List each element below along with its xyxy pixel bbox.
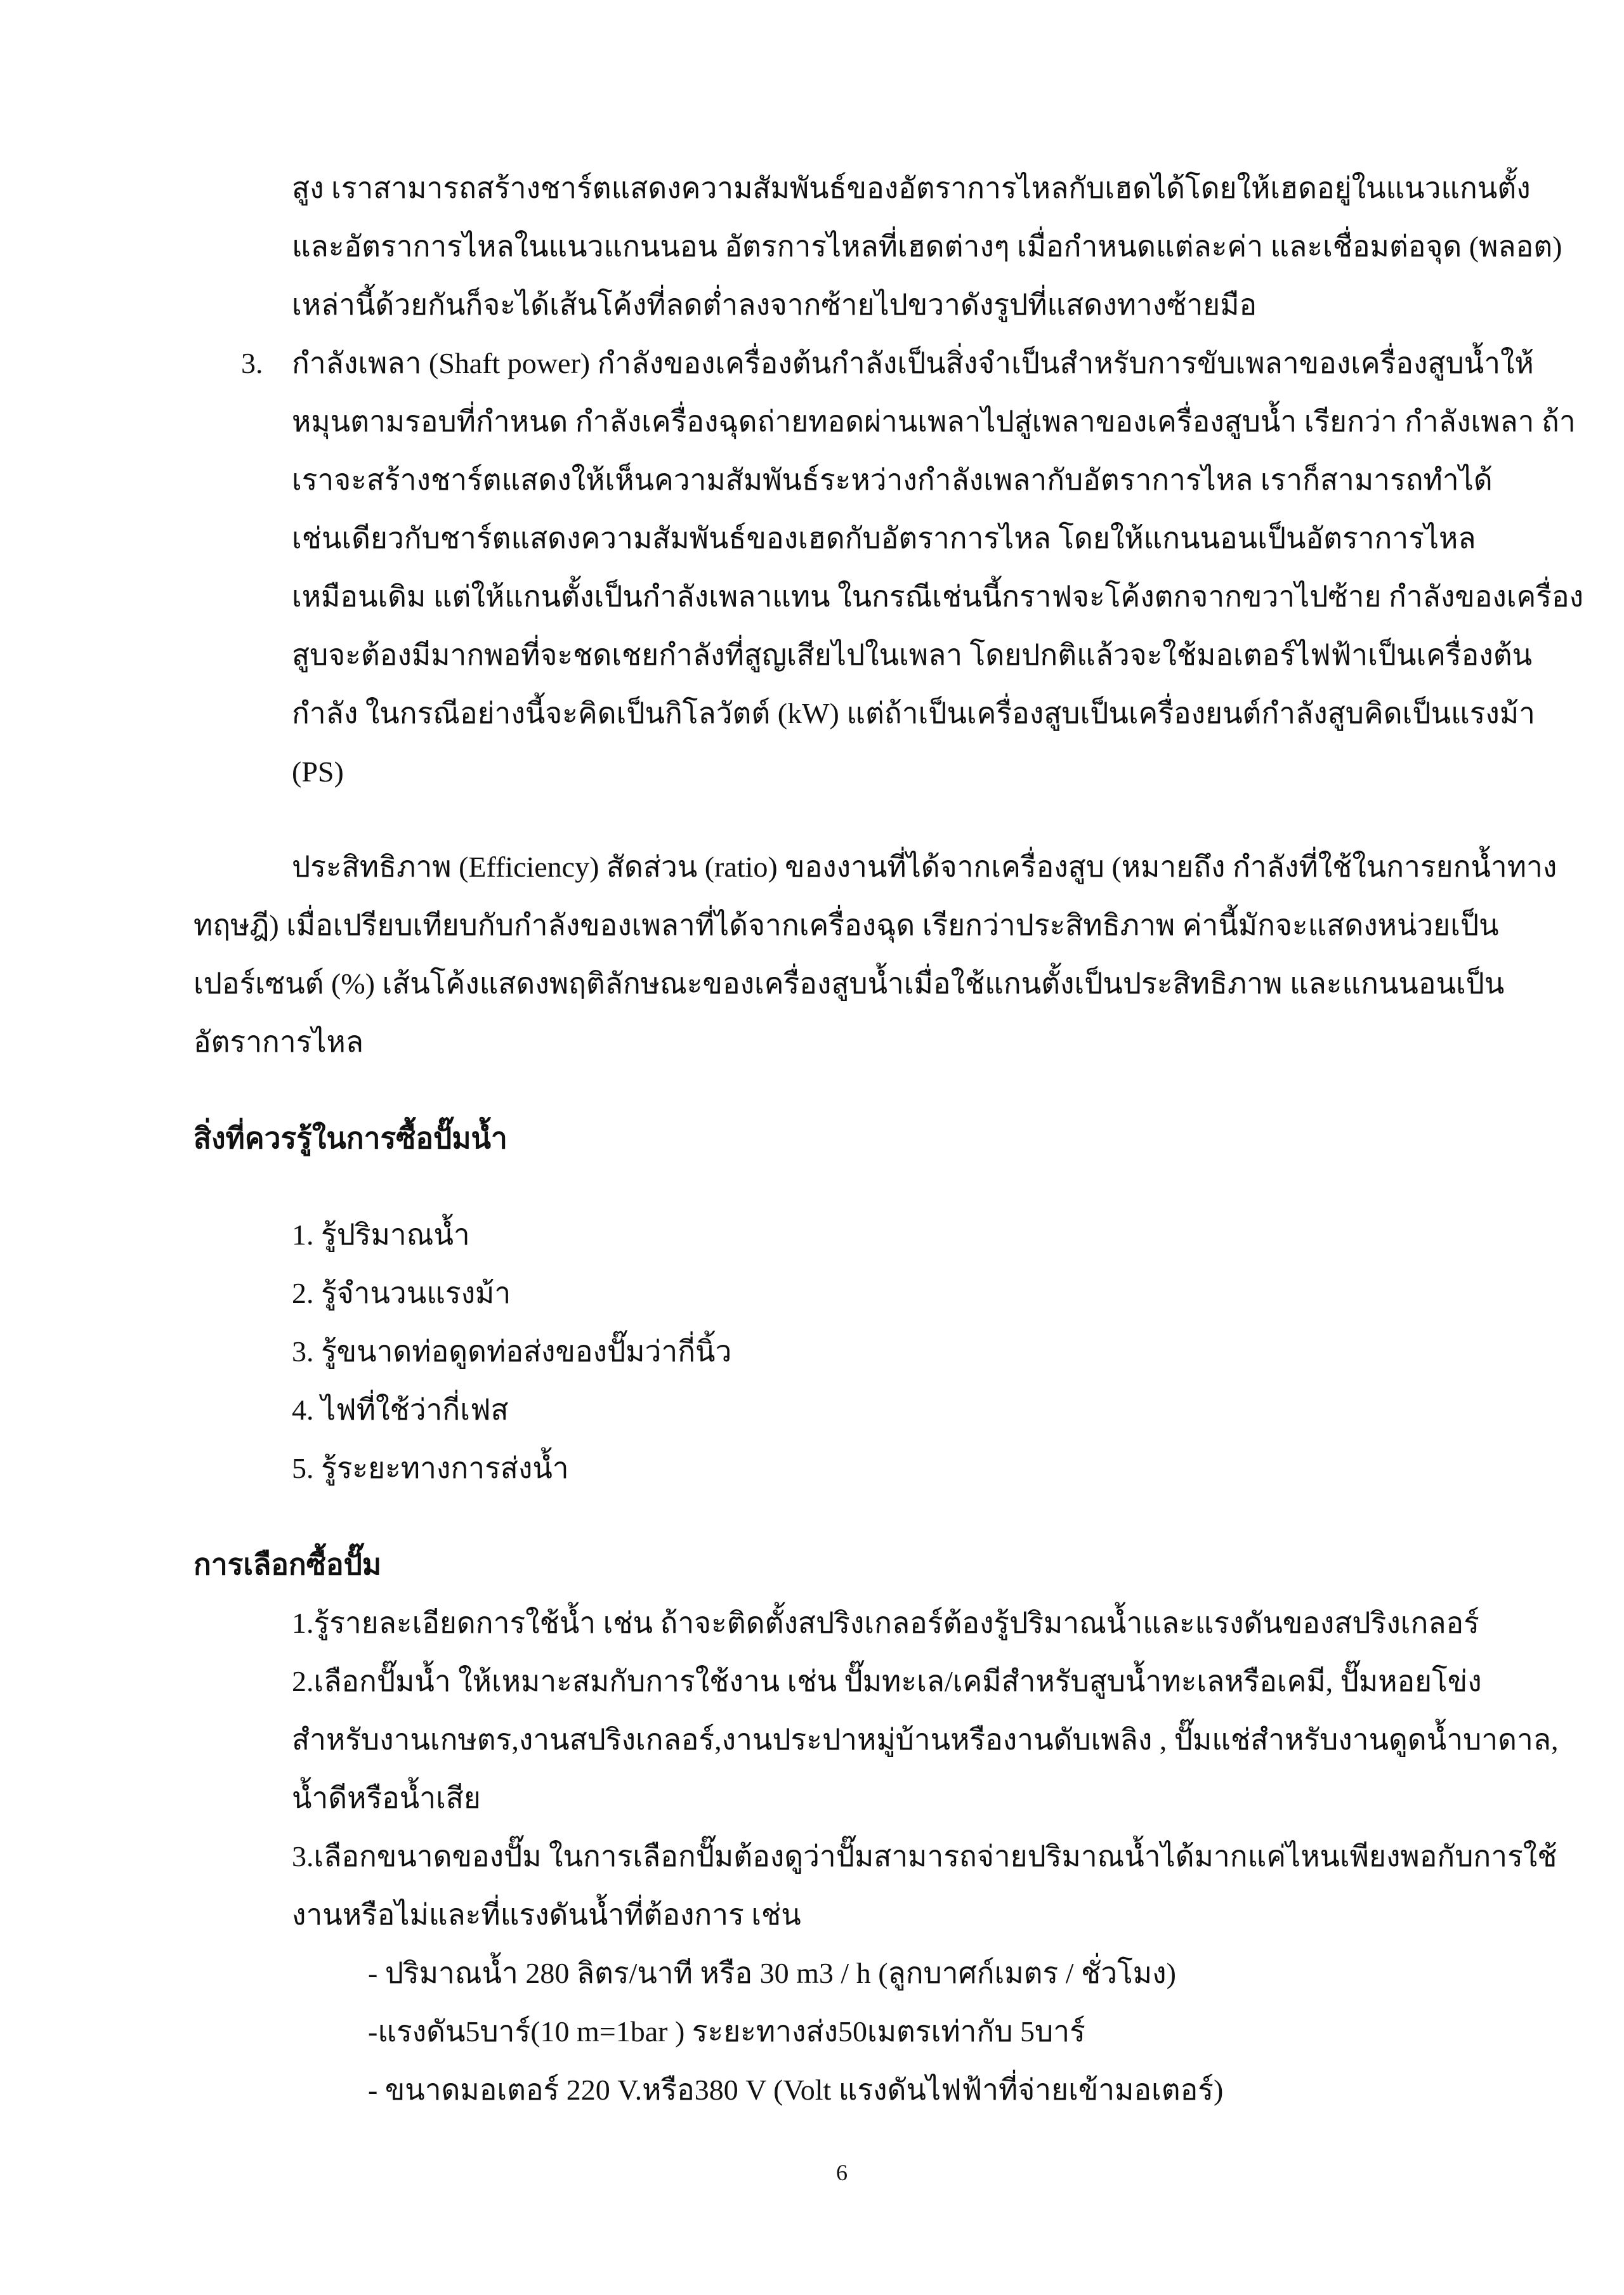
efficiency-line-2: ทฤษฎี) เมื่อเปรียบเทียบกับกำลังของเพลาที่ได้จากเครื่องฉุด เรียกว่าประสิทธิภาพ ค่านี้มักจะแสดงหน่วยเป็น xyxy=(193,909,1499,941)
efficiency-line-3: เปอร์เซนต์ (%) เส้นโค้งแสดงพฤติลักษณะของเครื่องสูบน้ำเมื่อใช้แกนตั้งเป็นประสิทธิภาพ และแกนนอนเป็น xyxy=(193,967,1505,1000)
item3-line-7: กำลัง ในกรณีอย่างนี้จะคิดเป็นกิโลวัตต์ (kW) แต่ถ้าเป็นเครื่องสูบเป็นเครื่องยนต์กำลังสูบคิดเป็นแรงม้า xyxy=(292,697,1535,729)
list1-item-1: 1. รู้ปริมาณน้ำ xyxy=(292,1219,470,1251)
selection-item-2-line-3: น้ำดีหรือน้ำเสีย xyxy=(292,1782,481,1814)
item3-line-2: หมุนตามรอบที่กำหนด กำลังเครื่องฉุดถ่ายทอดผ่านเพลาไปสู่เพลาของเครื่องสูบน้ำ เรียกว่า กำลังเพลา ถ้า xyxy=(292,405,1576,438)
item3-number: 3. xyxy=(241,347,263,379)
item3-line-1: กำลังเพลา (Shaft power) กำลังของเครื่องต้นกำลังเป็นสิ่งจำเป็นสำหรับการขับเพลาของเครื่องสูบน้ำให้ xyxy=(292,347,1534,379)
selection-item-1: 1.รู้รายละเอียดการใช้น้ำ เช่น ถ้าจะติดตั้งสปริงเกลอร์ต้องรู้ปริมาณน้ำและแรงดันของสปริงเกลอร์ xyxy=(292,1607,1479,1639)
para1-line-2: และอัตราการไหลในแนวแกนนอน อัตรการไหลที่เฮดต่างๆ เมื่อกำหนดแต่ละค่า และเชื่อมต่อจุด (พลอต) xyxy=(292,230,1562,263)
efficiency-line-4: อัตราการไหล xyxy=(193,1026,364,1058)
example-flow-rate: - ปริมาณน้ำ 280 ลิตร/นาที หรือ 30 m3 / h (ลูกบาศก์เมตร / ชั่วโมง) xyxy=(368,1957,1176,1989)
item3-line-6: สูบจะต้องมีมากพอที่จะชดเชยกำลังที่สูญเสียไปในเพลา โดยปกติแล้วจะใช้มอเตอร์ไฟฟ้าเป็นเครื่องต้น xyxy=(292,639,1533,671)
list1-item-5: 5. รู้ระยะทางการส่งน้ำ xyxy=(292,1452,569,1484)
item3-line-3: เราจะสร้างชาร์ตแสดงให้เห็นความสัมพันธ์ระหว่างกำลังเพลากับอัตราการไหล เราก็สามารถทำได้ xyxy=(292,464,1493,496)
heading-what-to-know: สิ่งที่ควรรู้ในการซื้อปั๊มน้ำ xyxy=(193,1122,508,1154)
example-motor-voltage: - ขนาดมอเตอร์ 220 V.หรือ380 V (Volt แรงดันไฟฟ้าที่จ่ายเข้ามอเตอร์) xyxy=(368,2074,1224,2106)
selection-item-3-line-2: งานหรือไม่และที่แรงดันน้ำที่ต้องการ เช่น xyxy=(292,1899,801,1931)
efficiency-line-1: ประสิทธิภาพ (Efficiency) สัดส่วน (ratio) ของงานที่ได้จากเครื่องสูบ (หมายถึง กำลังที่ใช้ในการยกน้ำทาง xyxy=(292,851,1557,883)
para1-line-1: สูง เราสามารถสร้างชาร์ตแสดงความสัมพันธ์ของอัตราการไหลกับเฮดได้โดยให้เฮดอยู่ในแนวแกนตั้ง xyxy=(292,172,1531,204)
selection-item-3-line-1: 3.เลือกขนาดของปั๊ม ในการเลือกปั๊มต้องดูว่าปั๊มสามารถจ่ายปริมาณน้ำได้มากแค่ไหนเพียงพอกับการใช้ xyxy=(292,1840,1557,1873)
selection-item-2-line-2: สำหรับงานเกษตร,งานสปริงเกลอร์,งานประปาหมู่บ้านหรืองานดับเพลิง , ปั๊มแช่สำหรับงานดูดน้ำบาดาล, xyxy=(292,1723,1559,1756)
page-number: 6 xyxy=(836,2160,848,2185)
list1-item-3: 3. รู้ขนาดท่อดูดท่อส่งของปั๊มว่ากี่นิ้ว xyxy=(292,1335,732,1368)
heading-pump-selection: การเลือกซื้อปั๊ม xyxy=(193,1548,382,1581)
para1-line-3: เหล่านี้ด้วยกันก็จะได้เส้นโค้งที่ลดต่ำลงจากซ้ายไปขวาดังรูปที่แสดงทางซ้ายมือ xyxy=(292,289,1257,321)
example-pressure: -แรงดัน5บาร์(10 m=1bar ) ระยะทางส่ง50เมตรเท่ากับ 5บาร์ xyxy=(368,2015,1085,2048)
item3-line-5: เหมือนเดิม แต่ให้แกนตั้งเป็นกำลังเพลาแทน ในกรณีเช่นนี้กราฟจะโค้งตกจากขวาไปซ้าย กำลังของเครื่อง xyxy=(292,580,1584,613)
list1-item-4: 4. ไฟที่ใช้ว่ากี่เฟส xyxy=(292,1394,509,1426)
list1-item-2: 2. รู้จำนวนแรงม้า xyxy=(292,1277,511,1309)
item3-line-4: เช่นเดียวกับชาร์ตแสดงความสัมพันธ์ของเฮดกับอัตราการไหล โดยให้แกนนอนเป็นอัตราการไหล xyxy=(292,522,1476,554)
selection-item-2-line-1: 2.เลือกปั๊มน้ำ ให้เหมาะสมกับการใช้งาน เช่น ปั๊มทะเล/เคมีสำหรับสูบน้ำทะเลหรือเคมี, ปั๊มหอยโข่ง xyxy=(292,1665,1482,1697)
item3-line-8: (PS) xyxy=(292,755,344,788)
